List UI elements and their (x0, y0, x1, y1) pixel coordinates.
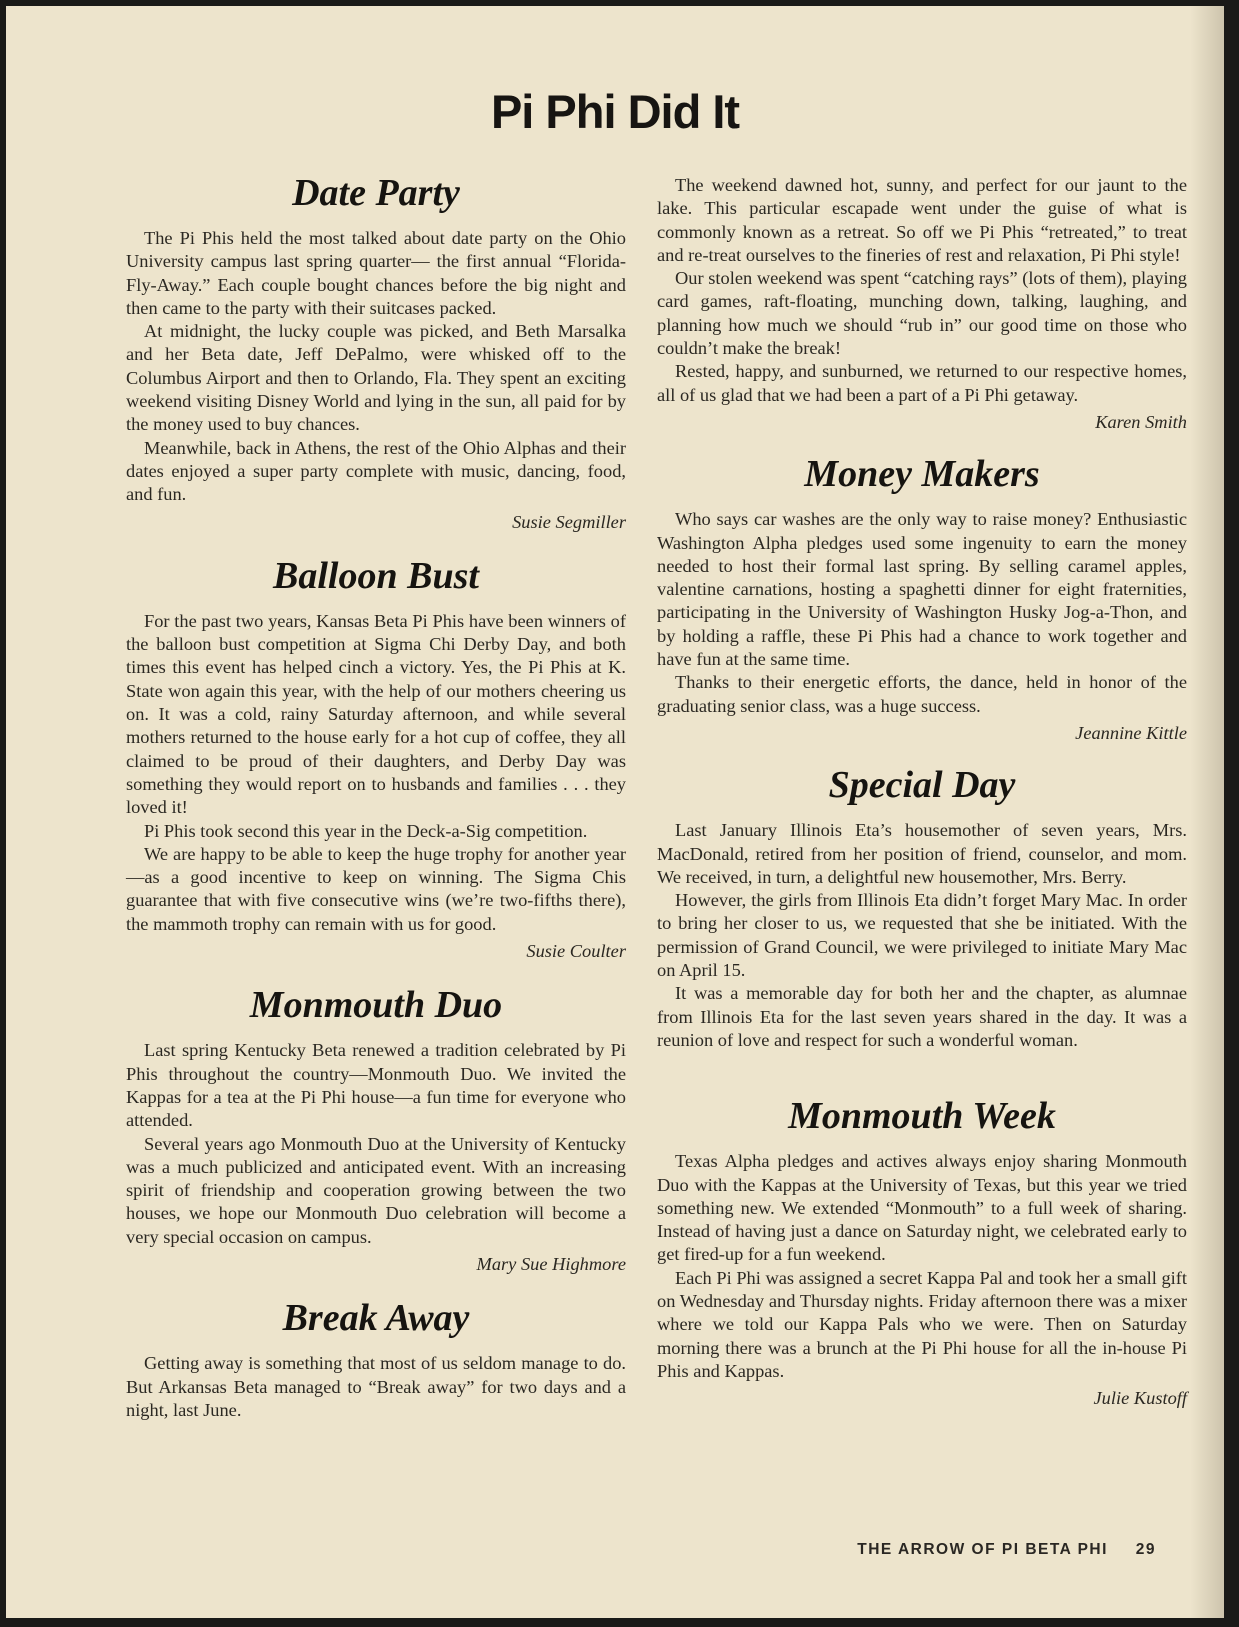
article-paragraph: Who says car washes are the only way to raise money? Enthusiastic Washington Alpha pledges used some ingenuity to earn the money needed to host their formal last spring. By selling caramel apples, valentine carnations, hosting a spaghetti dinner for eight fraternities, participating in the University of Washington Husky Jog-a-Thon, and by holding a raffle, these Pi Phis had a chance to work together and have fun at the same time. (657, 509, 1187, 670)
article-paragraph: Texas Alpha pledges and actives always enjoy sharing Monmouth Duo with the Kappas at the University of Texas, but this year we tried something new. We extended “Monmouth” to a full week of sharing. Instead of having just a dance on Saturday night, we celebrated early to get fired-up for a fun weekend. (657, 1151, 1187, 1265)
right-column (657, 174, 1187, 1410)
article-heading: Balloon Bust (273, 554, 479, 597)
article-heading: Money Makers (804, 453, 1040, 496)
publication-name: THE ARROW OF PI BETA PHI (857, 1541, 1108, 1558)
page-number: 29 (1135, 1541, 1156, 1558)
article-paragraph: Getting away is something that most of us seldom manage to do. But Arkansas Beta managed to “Break away” for two days and a night, last June. (126, 1353, 626, 1420)
article-paragraph: Our stolen weekend was spent “catching rays” (lots of them), playing card games, raft-floating, munching down, talking, laughing, and planning how much we should “rub in” our good time on those who couldn’t make the break! (657, 268, 1187, 359)
page-edge-shadow (1190, 6, 1224, 1618)
article-paragraph: At midnight, the lucky couple was picked, and Beth Marsalka and her Beta date, Jeff DePalmo, were whisked off to the Columbus Airport and then to Orlando, Fla. They spent an exciting weekend visiting Disney World and lying in the sun, all paid for by the money used to buy chances. (126, 321, 626, 435)
page-title: Pi Phi Did It (490, 85, 740, 138)
article-break-away (126, 1294, 626, 1422)
article-paragraph: For the past two years, Kansas Beta Pi Phis have been winners of the balloon bust competition at Sigma Chi Derby Day, and both times this event has helped cinch a victory. Yes, the Pi Phis at K. State won again this year, with the help of our mothers cheering us on. It was a cold, rainy Saturday afternoon, and while several mothers returned to the house early for a hot cup of coffee, they all claimed to be proud of their daughters, and Derby Day was something they would report on to husbands and families . . . they loved it! (126, 610, 626, 818)
article-heading: Monmouth Week (788, 1095, 1056, 1138)
article-paragraph: Meanwhile, back in Athens, the rest of the Ohio Alphas and their dates enjoyed a super party complete with music, dancing, food, and fun. (126, 437, 626, 505)
article-paragraph: Thanks to their energetic efforts, the dance, held in honor of the graduating senior class, was a huge success. (657, 672, 1187, 716)
article-monmouth-duo (126, 981, 626, 1276)
article-byline: Karen Smith (1095, 411, 1187, 432)
article-byline: Julie Kustoff (1093, 1388, 1187, 1409)
article-paragraph: We are happy to be able to keep the huge trophy for another year—as a good incentive to keep on winning. The Sigma Chis guarantee that with five consecutive wins (we’re two-fifths there), the mammoth trophy can remain with us for good. (126, 843, 626, 934)
article-byline: Susie Coulter (526, 941, 626, 962)
article-paragraph: It was a memorable day for both her and the chapter, as alumnae from Illinois Eta for the last seven years shared in the day. It was a reunion of love and respect for such a wonderful woman. (657, 983, 1187, 1050)
magazine-page (6, 6, 1224, 1618)
left-column (126, 169, 626, 1422)
article-heading: Special Day (828, 764, 1016, 807)
article-paragraph: Pi Phis took second this year in the Deck-a-Sig competition. (144, 820, 588, 841)
article-byline: Jeannine Kittle (1075, 722, 1187, 743)
article-special-day (657, 761, 1187, 1052)
article-paragraph: The weekend dawned hot, sunny, and perfect for our jaunt to the lake. This particular escapade went under the guise of what is commonly known as a retreat. So off we Pi Phis “retreated,” to treat and re-treat ourselves to the fineries of rest and relaxation, Pi Phi style! (657, 175, 1187, 265)
article-paragraph: Several years ago Monmouth Duo at the University of Kentucky was a much publicized and anticipated event. With an increasing spirit of friendship and cooperation growing between the two houses, we hope our Monmouth Duo celebration will become a very special occasion on campus. (126, 1133, 626, 1247)
article-balloon-bust (126, 552, 626, 963)
article-money-makers (657, 450, 1187, 745)
article-paragraph: However, the girls from Illinois Eta didn’t forget Mary Mac. In order to bring her closer to us, we requested that she be initiated. With the permission of Grand Council, we were privileged to initiate Mary Mac on April 15. (657, 890, 1187, 981)
article-paragraph: Each Pi Phi was assigned a secret Kappa Pal and took her a small gift on Wednesday and Thursday nights. Friday afternoon there was a mixer where we told our Kappa Pals who we were. Then on Saturday morning there was a brunch at the Pi Phi house for all the in-house Pi Phis and Kappas. (657, 1267, 1187, 1381)
page-footer (857, 1541, 1156, 1559)
article-paragraph: Rested, happy, and sunburned, we returned to our respective homes, all of us glad that we had been a part of a Pi Phi getaway. (657, 361, 1187, 405)
article-paragraph: Last January Illinois Eta’s housemother of seven years, Mrs. MacDonald, retired from her position of friend, counselor, and mom. We received, in turn, a delightful new housemother, Mrs. Berry. (657, 820, 1187, 887)
article-break-away-continued (657, 174, 1187, 434)
article-monmouth-week (657, 1092, 1187, 1410)
article-paragraph: Last spring Kentucky Beta renewed a tradition celebrated by Pi Phis throughout the country—Monmouth Duo. We invited the Kappas for a tea at the Pi Phi house—a fun time for everyone who attended. (126, 1040, 626, 1131)
article-byline: Mary Sue Highmore (476, 1253, 626, 1274)
article-heading: Date Party (292, 172, 460, 214)
article-heading: Break Away (282, 1297, 470, 1340)
article-byline: Susie Segmiller (512, 511, 626, 532)
article-date-party (126, 169, 626, 534)
article-paragraph: The Pi Phis held the most talked about date party on the Ohio University campus last spring quarter— the first annual “Florida-Fly-Away.” Each couple bought chances before the big night and then came to the party with their suitcases packed. (126, 228, 626, 318)
article-heading: Monmouth Duo (249, 984, 503, 1027)
